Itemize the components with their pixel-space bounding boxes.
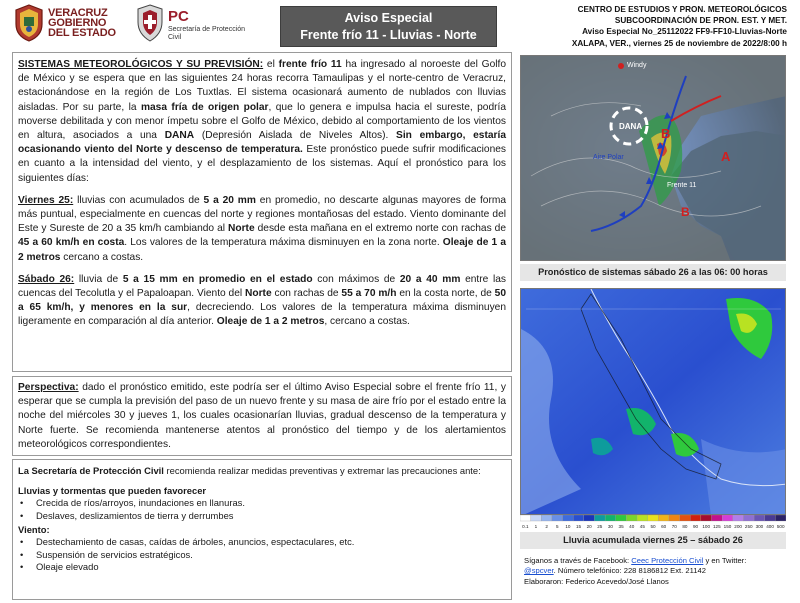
colorbar-swatch: [754, 515, 765, 521]
colorbar-tick-label: 10: [565, 524, 571, 529]
colorbar-tick-label: 1: [534, 524, 538, 529]
colorbar-swatch: [573, 515, 584, 521]
colorbar-tick-label: 300: [755, 524, 764, 529]
friday-text: cercano a costas.: [60, 251, 144, 263]
wind-risk-list: [18, 536, 506, 574]
veracruz-logo-line-3: DEL ESTADO: [48, 27, 116, 39]
colorbar-tick-label: 100: [702, 524, 711, 529]
colorbar-swatch: [626, 515, 637, 521]
saturday-bold: 55 a 70 m/h: [341, 288, 397, 300]
social-text-tail: y en Twitter:: [703, 556, 747, 565]
colorbar-tick-label: 50: [650, 524, 656, 529]
colorbar-tick-label: 150: [723, 524, 732, 529]
saturday-bold: 20 a 40 mm: [399, 273, 461, 285]
synopsis-text: el: [263, 59, 279, 70]
pc-logo-subtitle: Secretaría de Protección Civil: [168, 26, 246, 41]
colorbar-tick-label: 5: [555, 524, 559, 529]
phone-text: . Número telefónico: 228 8186812 Ext. 21142: [553, 566, 706, 576]
rainfall-map: [520, 288, 786, 515]
friday-text: desde esta mañana en el extremo norte con rachas de: [254, 223, 506, 235]
list-item: • Crecida de ríos/arroyos, inundaciones en llanuras.: [18, 497, 506, 510]
veracruz-logo: [14, 4, 129, 44]
recommendations-panel: [12, 459, 512, 600]
colorbar-swatch: [733, 515, 744, 521]
synopsis-text: ha ingresado al noroeste del Golfo de México y se espera que en las siguientes 24 horas recorra Tamaulipas y el norte-centro de Veracruz, estacionándose en la región de Los Tuxtlas. El sistema ocasionará aumento de nublados con lluvias aisladas. Por su parte, la: [18, 59, 506, 113]
friday-bold: 5 a 20 mm: [203, 194, 256, 206]
colorbar-tick-label: 250: [744, 524, 753, 529]
perspective-text: dado el pronóstico emitido, este podría ser el último Aviso Especial sobre el frente frío 11, y esperar que se cumpla la previsión del paso de un nuevo frente y su masa de aire frío por el estado entre la noche del miércoles 30 y jueves 1, los cuales ocasionarían lluvias, gradual descenso de la temperatura y Norte fuerte. Se recomienda mantenerse atentos al pronóstico del tiempo y de los alertamientos meteorológicos correspondientes.: [18, 382, 506, 450]
friday-text: lluvias con acumulados de: [73, 194, 204, 206]
colorbar-tick-label: 45: [639, 524, 645, 529]
friday-bold: Norte: [228, 223, 255, 235]
saturday-text: entre las cuencas del Tecolutla y el Papaloapan. Viento del: [18, 273, 507, 300]
colorbar-tick-label: 80: [682, 524, 688, 529]
colorbar-swatch: [531, 515, 542, 521]
colorbar-tick-label: 15: [575, 524, 582, 529]
colorbar-tick-label: 35: [618, 524, 624, 529]
friday-heading: Viernes 25:: [18, 194, 74, 206]
colorbar-swatch: [541, 515, 552, 521]
contact-footer: [524, 556, 792, 587]
veracruz-logo-line-2: GOBIERNO: [48, 17, 107, 29]
social-text: Síganos a través de Facebook:: [524, 556, 632, 565]
colorbar-swatch: [775, 515, 786, 521]
saturday-bold: Oleaje de 1 a 2 metros: [216, 316, 325, 328]
proteccion-civil-logo: [136, 4, 256, 44]
bulletin-title-line-2: Frente frío 11 - Lluvias - Norte: [300, 28, 477, 42]
colorbar-tick-label: 25: [597, 524, 603, 529]
colorbar-swatch: [616, 515, 627, 521]
saturday-text: , decreciendo. Los valores de la temperatura máxima disminuyen ligeramente en comparación al día anterior.: [18, 302, 506, 328]
perspective-panel: [12, 376, 512, 456]
colorbar-tick-label: 2: [545, 524, 548, 529]
saturday-bold: 5 a 15 mm en promedio en el estado: [122, 273, 313, 285]
recommendations-intro-text: recomienda realizar medidas preventivas y extremar las precauciones ante:: [163, 465, 481, 476]
bulletin-title: [280, 6, 497, 47]
colorbar-swatch: [722, 515, 733, 521]
saturday-bold: 50 a 65 km/h, y menores en la sur: [18, 288, 506, 314]
list-item: • Destechamiento de casas, caídas de árboles, anuncios, espectaculares, etc.: [18, 536, 506, 549]
colorbar-swatch: [669, 515, 680, 521]
bulletin-title-line-1: Aviso Especial: [344, 11, 433, 25]
svg-text:A: A: [721, 149, 731, 164]
colorbar-swatch: [552, 515, 563, 521]
pc-logo-text: PC: [168, 8, 189, 25]
list-item: • Oleaje elevado: [18, 561, 506, 574]
colorbar-swatch: [690, 515, 701, 521]
synopsis-bold: frente frío 11: [278, 59, 342, 70]
storm-heading: Lluvias y tormentas que pueden favorecer: [18, 485, 207, 496]
colorbar-swatch: [658, 515, 669, 521]
synopsis-text: , que lo genera e impulsa hacia el sureste, podría moverse debilitada y con menor ímpetu sobre el Golfo de México, debido al comportamiento de los vientos en altura, asociados a una: [18, 101, 507, 142]
colorbar-swatch: [712, 515, 723, 521]
saturday-text: lluvia de: [74, 273, 123, 285]
colorbar-tick-label: 40: [629, 524, 635, 529]
authors-line: Elaboraron: Federico Acevedo/José Llanos: [524, 576, 669, 586]
issuing-center-info: [517, 4, 787, 49]
rainfall-colorbar: [520, 515, 786, 529]
colorbar-swatch: [648, 515, 659, 521]
systems-map-caption: Pronóstico de sistemas sábado 26 a las 06: 00 horas: [520, 264, 786, 281]
colorbar-tick-label: 0.1: [522, 524, 529, 529]
forecast-panel: [12, 52, 512, 372]
bulletin-number: Aviso Especial No_25112022 FF9-FF10-Lluvias-Norte: [582, 27, 787, 37]
colorbar-swatch: [594, 515, 605, 521]
storm-risk-list: [18, 497, 506, 522]
colorbar-tick-label: 30: [607, 524, 614, 529]
colorbar-tick-label: 20: [586, 524, 592, 529]
colorbar-tick-label: 400: [766, 524, 774, 529]
windy-brand: Windy: [627, 62, 647, 69]
friday-bold: Oleaje de 1 a 2 metros: [18, 237, 507, 263]
systems-map-graphic: [521, 56, 786, 261]
synopsis-text: Este pronóstico puede sufrir modificaciones en cuanto a la intensidad del viento, y el desplazamiento de los sistemas. Aquí el pronóstico para los siguientes días:: [18, 144, 506, 184]
synopsis-text: (Depresión Aislada de Niveles Altos).: [194, 130, 397, 142]
saturday-text: con máximos de: [312, 273, 400, 285]
synopsis-bold: masa fría de origen polar: [140, 101, 269, 113]
saturday-text: , cercano a costas.: [324, 316, 410, 328]
synopsis-heading: SISTEMAS METEOROLÓGICOS Y SU PREVISIÓN:: [18, 59, 264, 70]
colorbar-tick-label: 125: [713, 524, 721, 529]
friday-bold: 45 a 60 km/h en costa: [18, 237, 125, 249]
colorbar-swatch: [637, 515, 648, 521]
rainfall-map-graphic: [521, 289, 786, 515]
saturday-text: en la costa norte, de: [396, 288, 495, 300]
saturday-heading: Sábado 26:: [18, 273, 75, 285]
shield-icon: [136, 4, 164, 42]
systems-forecast-map: [520, 55, 786, 261]
dana-label: DANA: [619, 122, 643, 131]
saturday-forecast: [18, 273, 506, 330]
issue-date: XALAPA, VER., viernes 25 de noviembre de 2022/8:00 h: [571, 38, 787, 48]
wind-heading: Viento:: [18, 524, 50, 536]
front-label: Frente 11: [667, 182, 697, 189]
svg-text:B: B: [661, 126, 671, 141]
friday-text: . Los valores de la temperatura máxima disminuyen en la zona norte.: [124, 237, 443, 249]
center-subcoordination: SUBCOORDINACIÓN DE PRON. EST. Y MET.: [614, 16, 787, 26]
svg-text:B: B: [681, 205, 690, 219]
colorbar-swatch: [765, 515, 776, 521]
colorbar-swatch: [563, 515, 574, 521]
colorbar-swatch: [743, 515, 754, 521]
perspective-heading: Perspectiva:: [18, 382, 79, 393]
colorbar-tick-label: 500: [776, 524, 785, 529]
rainfall-map-caption: Lluvia acumulada viernes 25 – sábado 26: [520, 532, 786, 549]
colorbar-swatch: [701, 515, 712, 521]
facebook-link[interactable]: Ceec Protección Civil: [631, 556, 704, 565]
social-line: [524, 556, 792, 566]
colorbar-swatch: [520, 515, 531, 521]
colorbar-tick-label: 70: [671, 524, 677, 529]
colorbar-tick-label: 60: [661, 524, 667, 529]
synopsis-bold: Sin embargo, estaría ocasionando viento del Norte y descenso de temperatura.: [18, 130, 506, 156]
synopsis-bold: DANA: [164, 130, 195, 142]
air-label: Aire Polar: [593, 154, 624, 161]
list-item: • Deslaves, deslizamientos de tierra y derrumbes: [18, 510, 506, 523]
friday-text: en promedio, no descarte algunas mayores de forma más puntual, especialmente en cuencas del norte y regiones montañosas del estado. Viento dominante del Este y Sureste de 20 a 35 km/h cambiando al: [18, 194, 506, 235]
synopsis-paragraph: [18, 58, 506, 186]
phone-line: [524, 566, 792, 576]
saturday-bold: Norte: [245, 288, 272, 300]
list-item: • Suspensión de servicios estratégicos.: [18, 549, 506, 562]
colorbar-swatch: [605, 515, 616, 521]
twitter-link[interactable]: @spcver: [524, 566, 554, 576]
colorbar-swatch: [584, 515, 595, 521]
colorbar-swatch: [680, 515, 691, 521]
friday-forecast: [18, 194, 506, 265]
perspective-paragraph: [18, 381, 506, 452]
saturday-text: con rachas de: [271, 288, 342, 300]
colorbar-tick-label: 200: [734, 524, 742, 529]
veracruz-logo-line-1: VERACRUZ: [48, 7, 108, 19]
colorbar-tick-label: 90: [692, 524, 699, 529]
recommendations-intro: [18, 464, 506, 477]
center-name: CENTRO DE ESTUDIOS Y PRON. METEOROLÓGICOS: [577, 5, 787, 14]
recommendations-agency: La Secretaría de Protección Civil: [18, 465, 164, 476]
veracruz-seal-icon: [14, 4, 44, 42]
